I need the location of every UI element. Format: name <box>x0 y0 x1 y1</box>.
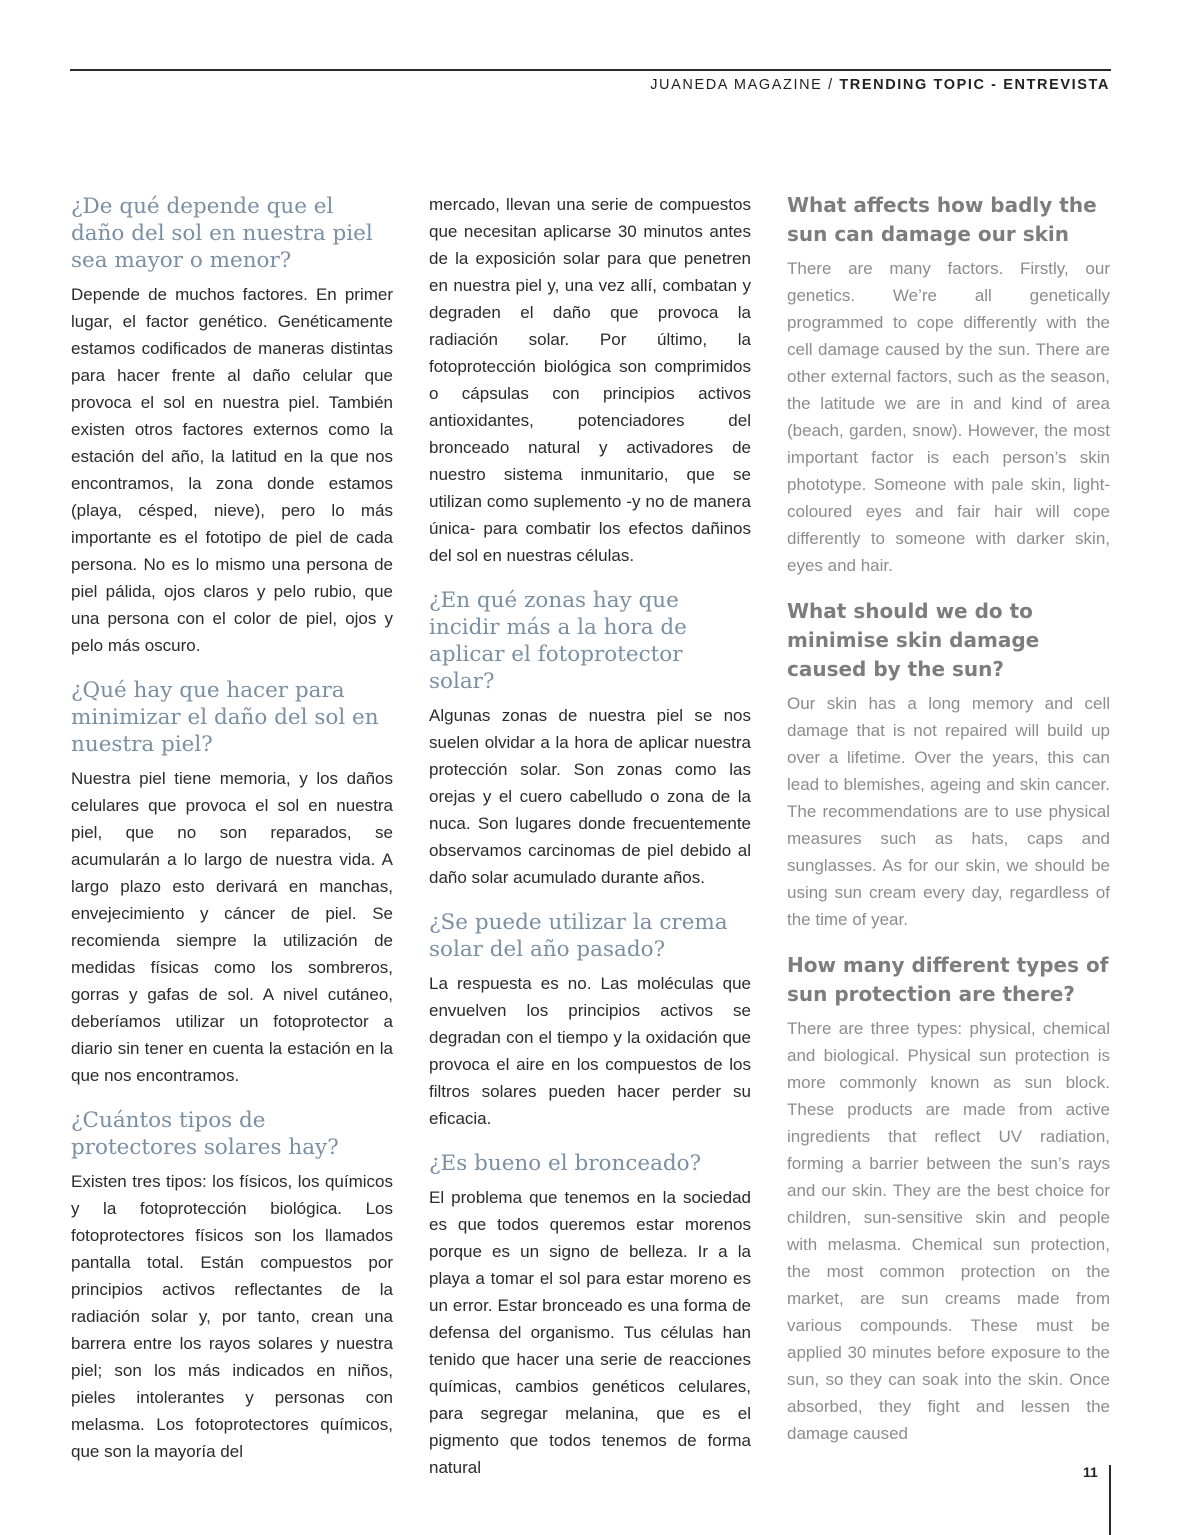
running-header <box>650 77 1110 93</box>
page-number-rule <box>1109 1465 1111 1535</box>
question-heading: ¿Se puede utilizar la crema solar del año pasado? <box>429 910 728 962</box>
answer-paragraph: Nuestra piel tiene memoria, y los daños celulares que provoca el sol en nuestra piel, que no son reparados, se acumularán a lo largo de nuestra vida. A largo plazo esto derivará en manchas, envejecimiento y cáncer de piel. Se recomienda siempre la utilización de medidas físicas como los sombreros, gorras y gafas de sol. A nivel cutáneo, deberíamos utilizar un fotoprotector a diario sin tener en cuenta la estación en la que nos encontramos. <box>71 769 393 1085</box>
question-heading-english: How many different types of sun protection are there? <box>787 953 1109 1006</box>
column-english <box>787 191 1110 1465</box>
answer-paragraph: Depende de muchos factores. En primer lugar, el factor genético. Genéticamente estamos codificados de maneras distintas para hacer frente al daño celular que provoca el sol en nuestra piel. También existen otros factores externos como la estación del año, la latitud en la que nos encontramos, la zona donde estamos (playa, césped, nieve), pero lo más importante es el fototipo de piel de cada persona. No es lo mismo una persona de piel pálida, ojos claros y pelo rubio, que una persona con el color de piel, ojos y pelo más oscuro. <box>71 285 393 655</box>
column-spanish-1 <box>71 191 393 1483</box>
question-heading: ¿Es bueno el bronceado? <box>429 1151 702 1176</box>
question-heading: ¿En qué zonas hay que incidir más a la hora de aplicar el fotoprotector solar? <box>429 588 687 694</box>
magazine-name: JUANEDA MAGAZINE <box>650 77 823 93</box>
column-spanish-2 <box>429 191 751 1499</box>
answer-paragraph-english: Our skin has a long memory and cell damage that is not repaired will build up over a lifetime. Over the years, this can lead to blemishes, ageing and skin cancer. The recommendations are to use physical measures such as hats, caps and sunglasses. As for our skin, we should be using sun cream every day, regardless of the time of year. <box>787 694 1110 929</box>
question-heading: ¿De qué depende que el daño del sol en nuestra piel sea mayor o menor? <box>71 194 373 273</box>
answer-paragraph: La respuesta es no. Las moléculas que envuelven los principios activos se degradan con el tiempo y la oxidación que provoca el aire en los compuestos de los filtros solares pueden hacer perder su eficacia. <box>429 974 751 1128</box>
question-heading-english: What should we do to minimise skin damage caused by the sun? <box>787 599 1040 681</box>
answer-paragraph-english: There are three types: physical, chemical and biological. Physical sun protection is more commonly known as sun block. These products are made from active ingredients that reflect UV radiation, forming a barrier between the sun’s rays and our skin. They are the best choice for children, sun-sensitive skin and people with melasma. Chemical sun protection, the most common protection on the market, are sun creams made from various compounds. These must be applied 30 minutes before exposure to the sun, so they can soak into the skin. Once absorbed, they fight and lessen the damage caused <box>787 1019 1110 1443</box>
header-separator: / <box>822 77 840 93</box>
answer-paragraph: Existen tres tipos: los físicos, los químicos y la fotoprotección biológica. Los fotoprotectores físicos son los llamados pantalla total. Están compuestos por principios activos reflectantes de la radiación solar y, por tanto, crean una barrera entre los rayos solares y nuestra piel; son los más indicados en niños, pieles intolerantes y personas con melasma. Los fotoprotectores químicos, que son la mayoría del <box>71 1172 393 1461</box>
question-heading: ¿Qué hay que hacer para minimizar el daño del sol en nuestra piel? <box>71 678 379 757</box>
answer-paragraph: Algunas zonas de nuestra piel se nos suelen olvidar a la hora de aplicar nuestra protección solar. Son zonas como las orejas y el cuero cabelludo o zona de la nuca. Son lugares donde frecuentemente observamos carcinomas de piel debido al daño solar acumulado durante años. <box>429 706 751 887</box>
answer-paragraph: El problema que tenemos en la sociedad es que todos queremos estar morenos porque es un signo de belleza. Ir a la playa a tomar el sol para estar moreno es un error. Estar bronceado es una forma de defensa del organismo. Tus células han tenido que hacer una serie de reacciones químicas, cambios genéticos celulares, para segregar melanina, que es el pigmento que todos tenemos de forma natural <box>429 1188 751 1477</box>
question-heading: ¿Cuántos tipos de protectores solares hay? <box>71 1108 339 1160</box>
section-name: TRENDING TOPIC - ENTREVISTA <box>839 77 1110 93</box>
header-rule <box>70 69 1111 71</box>
page-number: 11 <box>1083 1464 1098 1480</box>
answer-paragraph-continued: mercado, llevan una serie de compuestos que necesitan aplicarse 30 minutos antes de la exposición solar para que penetren en nuestra piel y, una vez allí, combatan y degraden el daño que provoca la radiación solar. Por último, la fotoprotección biológica son comprimidos o cápsulas con principios activos antioxidantes, potenciadores del bronceado natural y activadores de nuestro sistema inmunitario, que se utilizan como suplemento -y no de manera única- para combatir los efectos dañinos del sol en nuestras células. <box>429 195 751 565</box>
question-heading-english: What affects how badly the sun can damage our skin <box>787 193 1097 246</box>
answer-paragraph-english: There are many factors. Firstly, our genetics. We’re all genetically programmed to cope differently with the cell damage caused by the sun. There are other external factors, such as the season, the latitude we are in and kind of area (beach, garden, snow). However, the most important factor is each person’s skin phototype. Someone with pale skin, light-coloured eyes and fair hair will cope differently to someone with darker skin, eyes and hair. <box>787 259 1110 575</box>
